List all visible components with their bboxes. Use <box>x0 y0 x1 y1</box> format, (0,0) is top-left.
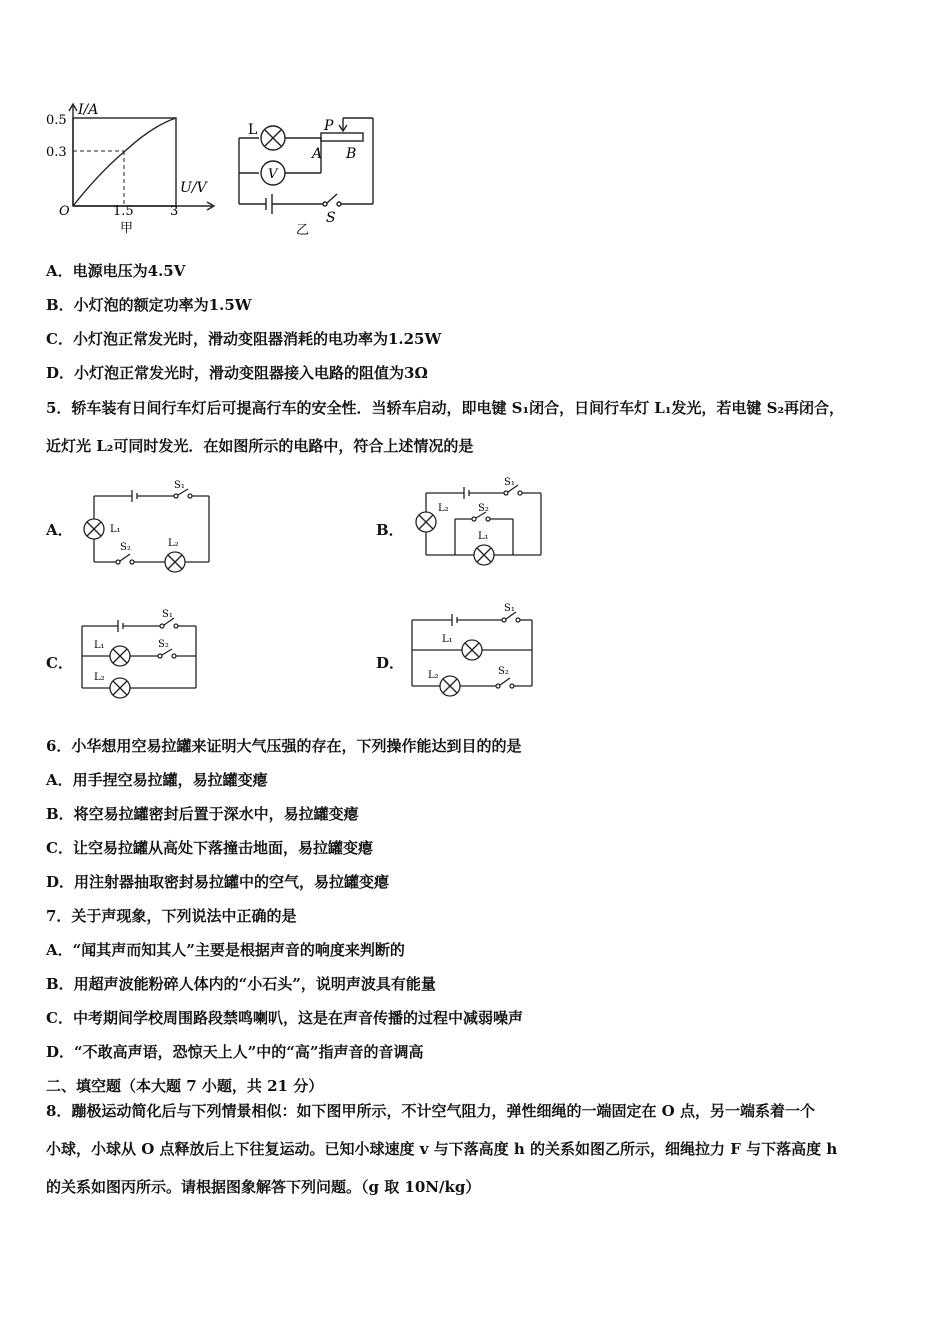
c-s1-label: S₁ <box>162 609 173 620</box>
c-l1-label: L₁ <box>94 640 105 651</box>
d-s1-label: S₁ <box>504 603 515 614</box>
y-tick-0.5: 0.5 <box>46 113 67 128</box>
q6-option-c: C．让空易拉罐从高处下落撞击地面，易拉罐变瘪 <box>46 839 373 857</box>
q5-stem-line2: 近灯光 L₂可同时发光．在如图所示的电路中，符合上述情况的是 <box>46 437 474 455</box>
x-tick-3: 3 <box>170 204 179 219</box>
q5-label-c: C． <box>46 654 73 672</box>
lamp-label: L <box>248 122 258 138</box>
circuit-a <box>78 478 218 574</box>
q5-label-d: D． <box>376 654 405 672</box>
slider-label: P <box>324 118 334 134</box>
voltmeter-label: V <box>268 167 278 182</box>
c-s2-label: S₂ <box>158 639 169 650</box>
q5-stem-line1: 5．轿车装有日间行车灯后可提高行车的安全性．当轿车启动，即电键 S₁闭合，日间行车灯 L₁发光，若电键 S₂再闭合， <box>46 399 845 417</box>
q4-option-d: D．小灯泡正常发光时，滑动变阻器接入电路的阻值为3Ω <box>46 364 428 382</box>
end-b-label: B <box>346 146 357 162</box>
b-s2-label: S₂ <box>478 503 489 514</box>
q7-option-b: B．用超声波能粉碎人体内的“小石头”，说明声波具有能量 <box>46 975 436 993</box>
d-l1-label: L₁ <box>442 634 453 645</box>
c-l2-label: L₂ <box>94 672 105 683</box>
circuit-b <box>408 473 548 573</box>
switch-label: S <box>326 210 336 226</box>
q8-stem-line3: 的关系如图丙所示。请根据图象解答下列问题。（g 取 10N/kg） <box>46 1178 481 1196</box>
q6-option-a: A．用手捏空易拉罐，易拉罐变瘪 <box>46 771 268 789</box>
d-l2-label: L₂ <box>428 670 439 681</box>
circuit-d <box>406 598 546 698</box>
caption-jia: 甲 <box>120 221 134 236</box>
y-tick-0.3: 0.3 <box>46 145 67 160</box>
origin-label: O <box>59 204 70 219</box>
q7-stem: 7．关于声现象，下列说法中正确的是 <box>46 907 297 925</box>
b-l2-label: L₂ <box>438 503 449 514</box>
a-s1-label: S₁ <box>174 480 185 491</box>
a-l1-label: L₁ <box>110 524 121 535</box>
q7-option-c: C．中考期间学校周围路段禁鸣喇叭，这是在声音传播的过程中减弱噪声 <box>46 1009 523 1027</box>
q8-stem-line2: 小球，小球从 O 点释放后上下往复运动。已知小球速度 v 与下落高度 h 的关系如图乙所示，细绳拉力 F 与下落高度 h <box>46 1140 838 1158</box>
q5-label-a: A． <box>46 521 73 539</box>
b-s1-label: S₁ <box>504 477 515 488</box>
x-axis-label: U/V <box>180 180 207 196</box>
figure-jia-yi <box>40 100 390 240</box>
end-a-label: A <box>312 146 323 162</box>
q4-option-a: A．电源电压为4.5V <box>46 262 186 280</box>
circuit-c <box>74 604 204 704</box>
q7-option-a: A．“闻其声而知其人”主要是根据声音的响度来判断的 <box>46 941 405 959</box>
q4-option-b: B．小灯泡的额定功率为1.5W <box>46 296 252 314</box>
q8-stem-line1: 8．蹦极运动简化后与下列情景相似：如下图甲所示，不计空气阻力，弹性细绳的一端固定在 O 点，另一端系着一个 <box>46 1102 815 1120</box>
figure-svg <box>40 100 390 240</box>
q4-option-c: C．小灯泡正常发光时，滑动变阻器消耗的电功率为1.25W <box>46 330 442 348</box>
x-tick-1.5: 1.5 <box>113 204 134 219</box>
q7-option-d: D．“不敢高声语，恐惊天上人”中的“高”指声音的音调高 <box>46 1043 424 1061</box>
y-axis-label: I/A <box>78 102 99 118</box>
b-l1-label: L₁ <box>478 531 489 542</box>
q6-stem: 6．小华想用空易拉罐来证明大气压强的存在，下列操作能达到目的的是 <box>46 737 522 755</box>
caption-yi: 乙 <box>296 223 310 238</box>
a-l2-label: L₂ <box>168 538 179 549</box>
q6-option-d: D．用注射器抽取密封易拉罐中的空气，易拉罐变瘪 <box>46 873 390 891</box>
a-s2-label: S₂ <box>120 542 131 553</box>
q6-option-b: B．将空易拉罐密封后置于深水中，易拉罐变瘪 <box>46 805 359 823</box>
q5-label-b: B． <box>376 521 404 539</box>
d-s2-label: S₂ <box>498 666 509 677</box>
section-heading: 二、填空题（本大题 7 小题，共 21 分） <box>46 1077 324 1095</box>
